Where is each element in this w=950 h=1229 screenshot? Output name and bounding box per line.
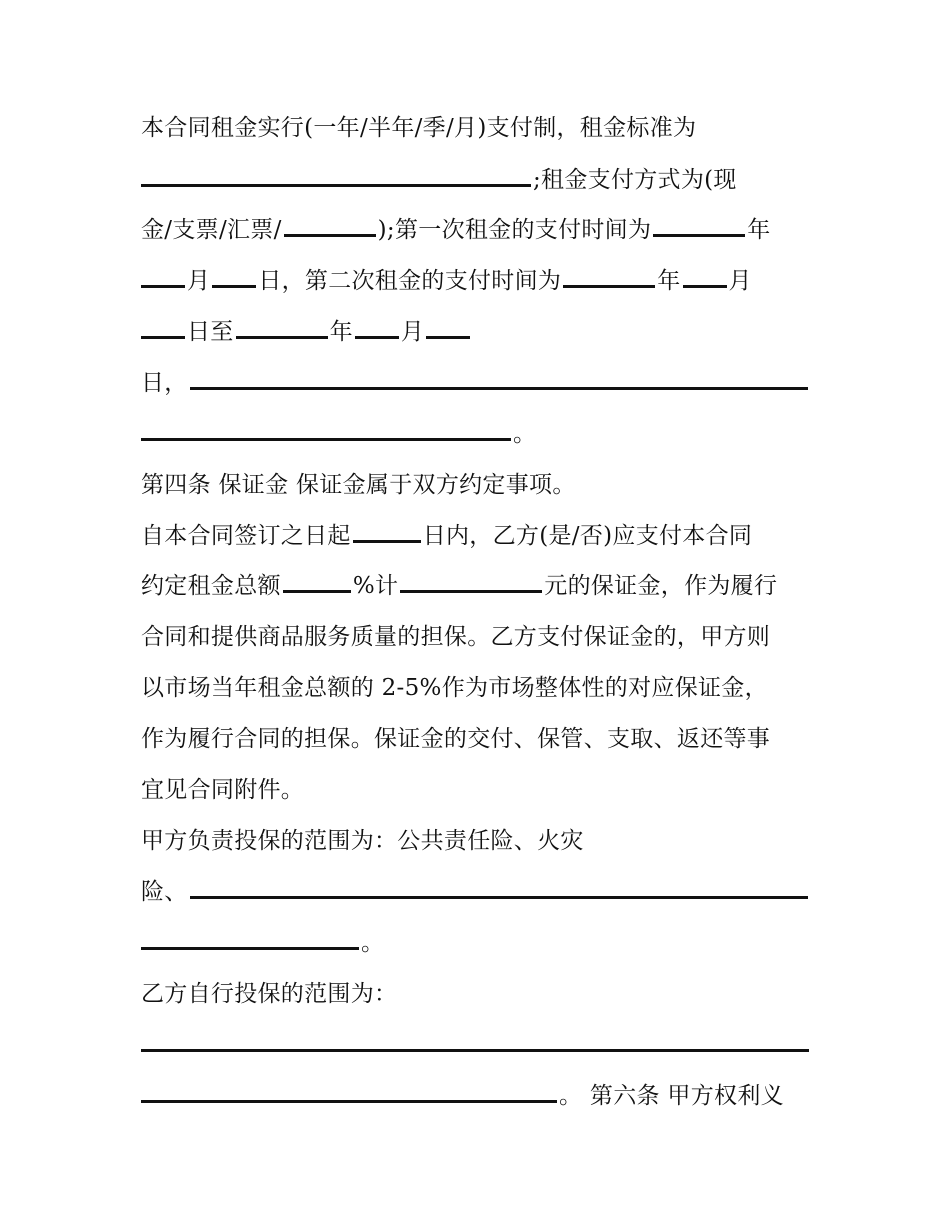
text-line: 乙方自行投保的范围为： — [141, 981, 398, 1007]
first-payment-year-blank[interactable] — [653, 215, 745, 237]
deposit-days-blank[interactable] — [353, 521, 421, 543]
text-line: 以市场当年租金总额的 2-5%作为市场整体性的对应保证金， — [141, 675, 768, 701]
rent-standard-blank[interactable] — [141, 165, 531, 187]
text-line: 险、 — [141, 876, 808, 908]
text-line: 日至 年 月 — [141, 316, 472, 348]
second-payment-day-blank[interactable] — [141, 317, 185, 339]
payment-method-blank[interactable] — [284, 215, 376, 237]
text-line: 作为履行合同的担保。保证金的交付、保管、支取、返还等事 — [141, 726, 771, 752]
text-line — [141, 1029, 809, 1061]
rent-notes-blank-continued[interactable] — [141, 419, 511, 441]
text-line: 。 — [141, 418, 536, 450]
text-line: ;租金支付方式为(现 — [141, 164, 737, 196]
first-payment-month-blank[interactable] — [141, 266, 185, 288]
deposit-amount-blank[interactable] — [400, 571, 542, 593]
text-line: 。 — [141, 927, 384, 959]
text-line: 。 第六条 甲方权利义 — [141, 1080, 784, 1112]
text-line: 甲方负责投保的范围为：公共责任险、火灾 — [141, 828, 584, 854]
text-line: 日， — [141, 367, 808, 399]
text-line: 宜见合同附件。 — [141, 777, 305, 803]
party-a-insurance-blank-continued[interactable] — [141, 928, 359, 950]
section-heading: 第四条 保证金 保证金属于双方约定事项。 — [141, 472, 576, 498]
end-month-blank[interactable] — [355, 317, 399, 339]
text-line: 月 日，第二次租金的支付时间为 年 月 — [141, 265, 752, 297]
deposit-percent-blank[interactable] — [283, 571, 351, 593]
text-line: 合同和提供商品服务质量的担保。乙方支付保证金的，甲方则 — [141, 624, 771, 650]
second-payment-year-blank[interactable] — [563, 266, 655, 288]
second-payment-month-blank[interactable] — [683, 266, 727, 288]
end-year-blank[interactable] — [236, 317, 328, 339]
party-b-insurance-blank-continued[interactable] — [141, 1081, 557, 1103]
party-b-insurance-blank[interactable] — [141, 1030, 809, 1052]
text-line: 自本合同签订之日起 日内，乙方(是/否)应支付本合同 — [141, 523, 753, 549]
first-payment-day-blank[interactable] — [212, 266, 256, 288]
party-a-insurance-blank[interactable] — [190, 877, 808, 899]
rent-notes-blank[interactable] — [190, 368, 808, 390]
end-day-blank[interactable] — [426, 317, 470, 339]
text-line: 金/支票/汇票/ );第一次租金的支付时间为 年 — [141, 217, 771, 243]
text-line: 约定租金总额 %计 元的保证金，作为履行 — [141, 573, 778, 599]
text-line: 本合同租金实行(一年/半年/季/月)支付制，租金标准为 — [141, 115, 697, 141]
